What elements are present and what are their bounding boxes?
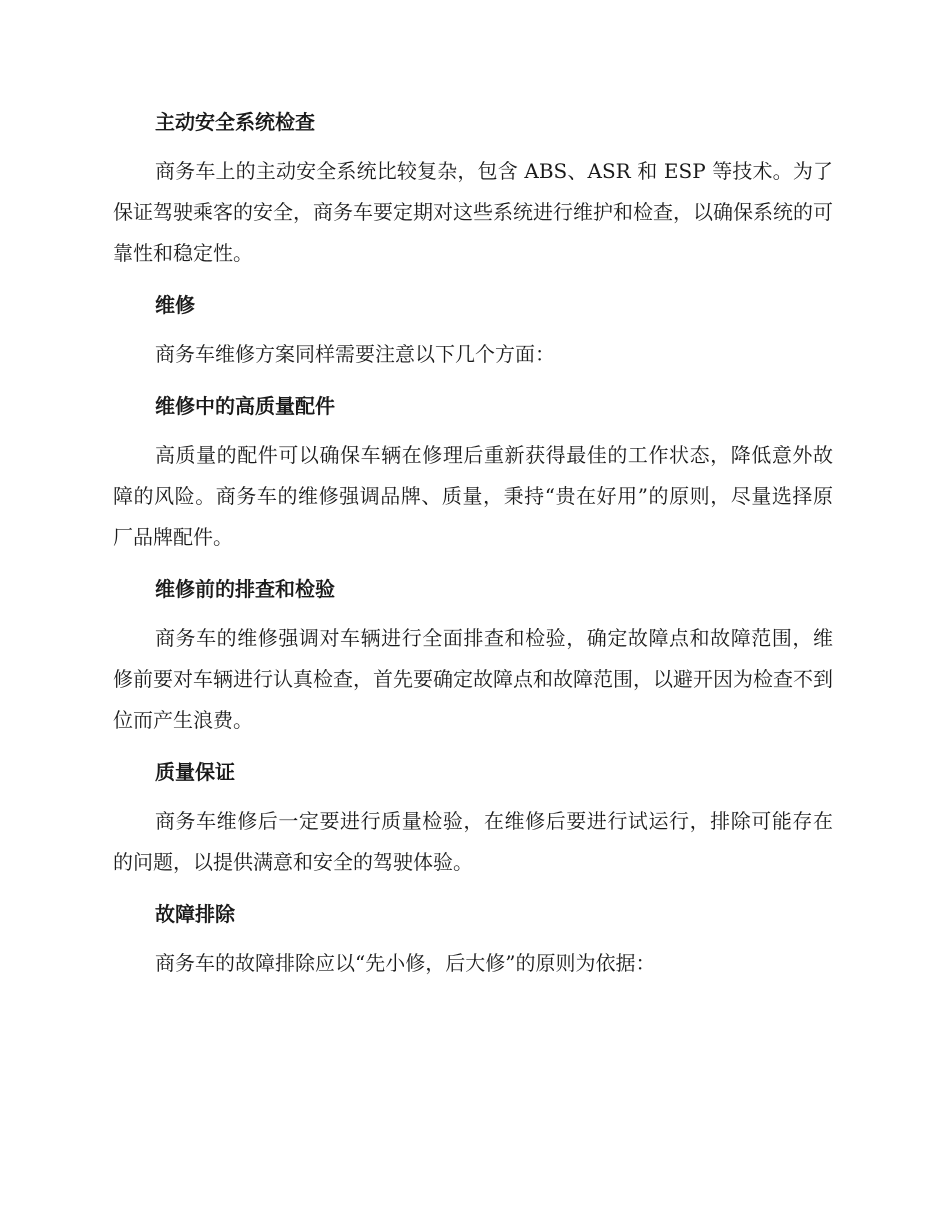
section-paragraph-pre-inspection: 商务车的维修强调对车辆进行全面排查和检验，确定故障点和故障范围，维修前要对车辆进行认真检查，首先要确定故障点和故障范围，以避开因为检查不到位而产生浪费。 — [113, 626, 833, 732]
section-paragraph-quality-parts: 高质量的配件可以确保车辆在修理后重新获得最佳的工作状态，降低意外故障的风险。商务车的维修强调品牌、质量，秉持“贵在好用”的原则，尽量选择原厂品牌配件。 — [113, 443, 833, 549]
section-paragraph-active-safety: 商务车上的主动安全系统比较复杂，包含 ABS、ASR 和 ESP 等技术。为了保证驾驶乘客的安全，商务车要定期对这些系统进行维护和检查，以确保系统的可靠性和稳定性。 — [113, 159, 833, 265]
section-paragraph-maintenance: 商务车维修方案同样需要注意以下几个方面： — [155, 342, 555, 366]
section-heading-pre-inspection: 维修前的排查和检验 — [155, 577, 335, 601]
section-heading-quality-parts: 维修中的高质量配件 — [155, 394, 335, 418]
section-heading-troubleshooting: 故障排除 — [155, 902, 235, 926]
section-heading-active-safety: 主动安全系统检查 — [155, 110, 315, 134]
section-paragraph-quality-assurance: 商务车维修后一定要进行质量检验，在维修后要进行试运行，排除可能存在的问题，以提供满意和安全的驾驶体验。 — [113, 809, 833, 874]
section-paragraph-troubleshooting: 商务车的故障排除应以“先小修，后大修”的原则为依据： — [155, 951, 656, 975]
section-heading-maintenance: 维修 — [155, 293, 195, 317]
document-body — [113, 107, 833, 984]
section-heading-quality-assurance: 质量保证 — [155, 760, 235, 784]
